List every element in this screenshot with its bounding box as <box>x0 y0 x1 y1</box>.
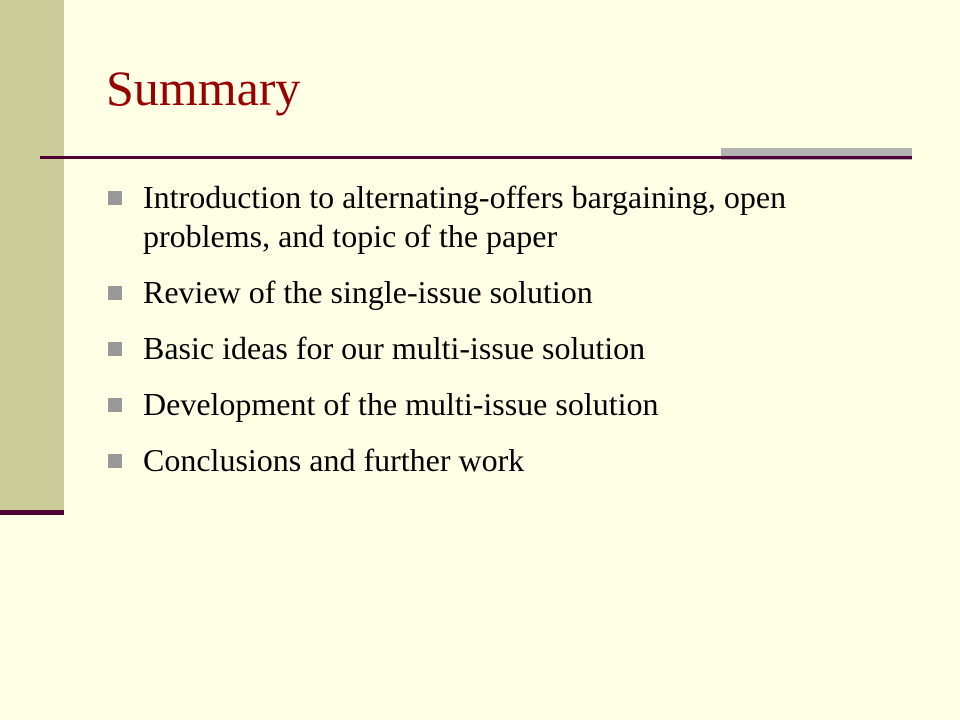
bullet-item <box>108 329 908 368</box>
square-bullet-icon <box>108 398 122 412</box>
title-rule-dark <box>40 156 912 159</box>
slide-title: Summary <box>106 60 301 116</box>
bullet-item <box>108 178 908 256</box>
bullet-text: Introduction to alternating-offers bargaining, open problems, and topic of the paper <box>143 179 787 254</box>
square-bullet-icon <box>108 454 122 468</box>
bullet-list <box>108 178 908 497</box>
side-decor-band <box>0 0 64 512</box>
side-decor-accent <box>0 510 64 515</box>
bullet-text: Development of the multi-issue solution <box>143 386 659 422</box>
bullet-text: Conclusions and further work <box>143 442 525 478</box>
bullet-text: Review of the single-issue solution <box>143 274 593 310</box>
square-bullet-icon <box>108 342 122 356</box>
square-bullet-icon <box>108 191 122 205</box>
square-bullet-icon <box>108 286 122 300</box>
bullet-item <box>108 273 908 312</box>
bullet-item <box>108 441 908 480</box>
bullet-item <box>108 385 908 424</box>
bullet-text: Basic ideas for our multi-issue solution <box>143 330 646 366</box>
